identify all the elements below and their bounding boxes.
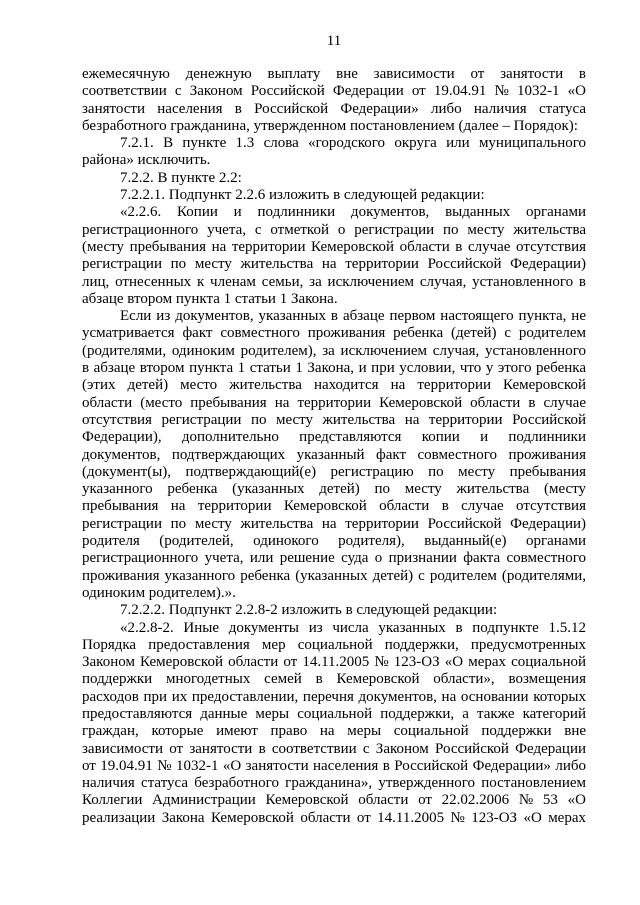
paragraph	[82, 308, 586, 602]
text-line: предоставляются данные меры социальной поддержки, а также категорий	[82, 705, 586, 722]
text-line: 7.2.1. В пункте 1.3 слова «городского округа или муниципального	[120, 135, 586, 152]
text-line: занятости населения в Российской Федерации» либо наличия статуса	[82, 100, 586, 117]
text-line: зависимости от занятости в соответствии с Законом Российской Федерации	[82, 740, 586, 757]
paragraph	[82, 66, 586, 135]
text-line: ежемесячную денежную выплату вне зависимости от занятости в	[82, 66, 586, 82]
text-line: «2.2.8-2. Иные документы из числа указанных в подпункте 1.5.12	[120, 619, 586, 636]
text-line: от 19.04.91 № 1032-1 «О занятости населения в Российской Федерации» либо	[82, 757, 586, 774]
text-line: проживания указанного ребенка (указанных детей) с родителем (родителями,	[82, 567, 586, 584]
text-line: реализации Закона Кемеровской области от 14.11.2005 № 123-ОЗ «О мерах	[82, 809, 586, 826]
text-line: поддержки многодетных семей в Кемеровской области», возмещения	[82, 671, 586, 688]
text-line: усматривается факт совместного проживания ребенка (детей) с родителем	[82, 325, 586, 342]
text-line: документов, подтверждающих указанный факт совместного проживания	[82, 446, 586, 463]
text-line: области (место пребывания на территории Кемеровской области в случае	[82, 394, 586, 411]
text-line: «2.2.6. Копии и подлинники документов, выданных органами	[120, 204, 586, 221]
text-line: (этих детей) место жительства находится на территории Кемеровской	[82, 377, 586, 394]
text-line: (документ(ы), подтверждающий(е) регистрацию по месту пребывания	[82, 463, 586, 480]
text-line: Если из документов, указанных в абзаце первом настоящего пункта, не	[120, 308, 586, 325]
text-line: наличия статуса безработного гражданина», утвержденного постановлением	[82, 775, 586, 792]
paragraph	[82, 620, 586, 828]
text-line: родителя (родителей, одинокого родителя), выданный(е) органами	[82, 533, 586, 550]
text-line: указанного ребенка (указанных детей) по месту жительства (месту	[82, 481, 586, 498]
text-line: регистрационного учета, или решение суда о признании факта совместного	[82, 550, 586, 567]
text-line: Законом Кемеровской области от 14.11.2005 № 123-ОЗ «О мерах социальной	[82, 654, 586, 671]
page-number: 11	[326, 33, 342, 49]
text-line: пребывания на территории Кемеровской области в случае отсутствия	[82, 498, 586, 515]
text-line: регистрации по месту жительства на территории Российской Федерации)	[82, 256, 586, 273]
text-line: соответствии с Законом Российской Федерации от 19.04.91 № 1032-1 «О	[82, 83, 586, 100]
paragraph	[82, 602, 586, 619]
text-line: 7.2.2.2. Подпункт 2.2.8-2 изложить в следующей редакции:	[120, 602, 498, 619]
paragraph	[82, 204, 586, 308]
text-line: Коллегии Администрации Кемеровской области от 22.02.2006 № 53 «О	[82, 792, 586, 809]
document-body	[82, 66, 586, 827]
text-line: расходов при их предоставлении, перечня документов, на основании которых	[82, 688, 586, 705]
text-line: лиц, отнесенных к членам семьи, за исключением случая, установленного в	[82, 273, 586, 290]
text-line: (родителями, одиноким родителем), за исключением случая, установленного	[82, 342, 586, 359]
text-line: 7.2.2. В пункте 2.2:	[120, 169, 242, 186]
text-line: (месту пребывания на территории Кемеровской области в случае отсутствия	[82, 238, 586, 255]
text-line: в абзаце втором пункта 1 статьи 1 Закона, и при условии, что у этого ребенка	[82, 360, 586, 377]
text-line: абзаце втором пункта 1 статьи 1 Закона.	[82, 290, 338, 307]
text-line: отсутствия регистрации по месту жительства на территории Российской	[82, 411, 586, 428]
text-line: регистрации по месту жительства на территории Российской Федерации)	[82, 515, 586, 532]
text-line: одиноким родителем).».	[82, 584, 236, 601]
text-line: 7.2.2.1. Подпункт 2.2.6 изложить в следующей редакции:	[120, 187, 485, 204]
text-line: регистрационного учета, с отметкой о регистрации по месту жительства	[82, 221, 586, 238]
text-line: Порядка предоставления мер социальной поддержки, предусмотренных	[82, 636, 586, 653]
paragraph	[82, 187, 586, 204]
text-line: Федерации), дополнительно представляются копии и подлинники	[82, 429, 586, 446]
text-line: безработного гражданина, утвержденном постановлением (далее – Порядок):	[82, 117, 578, 134]
paragraph	[82, 170, 586, 187]
text-line: граждан, которые имеют право на меры социальной поддержки вне	[82, 723, 586, 740]
paragraph	[82, 135, 586, 170]
text-line: района» исключить.	[82, 152, 211, 169]
